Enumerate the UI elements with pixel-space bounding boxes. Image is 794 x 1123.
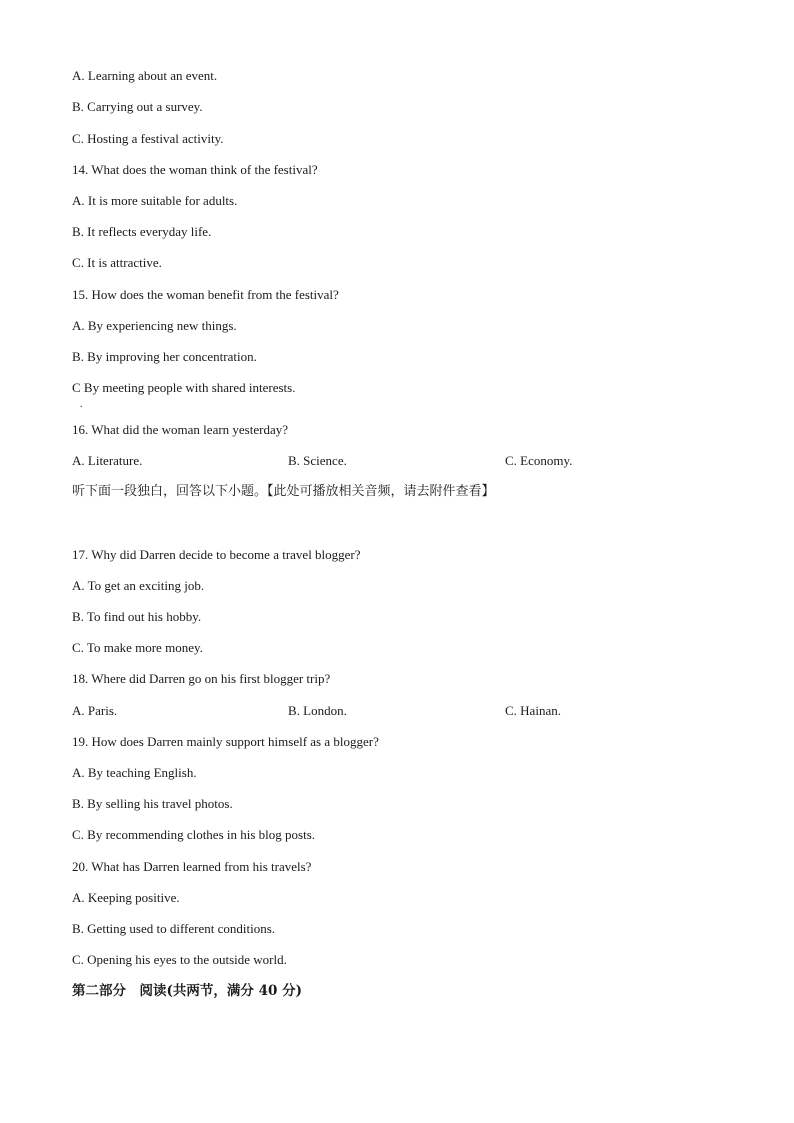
q20-option-a: A. Keeping positive. — [72, 890, 180, 905]
q17-question: 17. Why did Darren decide to become a travel blogger? — [72, 547, 361, 562]
q15-option-b: B. By improving her concentration. — [72, 349, 257, 364]
q18-option-c: C. Hainan. — [505, 703, 561, 718]
q13-option-b: B. Carrying out a survey. — [72, 99, 203, 114]
q15-stray-dot: . — [80, 399, 83, 410]
q20-option-b: B. Getting used to different conditions. — [72, 921, 276, 936]
q16-option-c: C. Economy. — [505, 453, 573, 468]
q16-option-b: B. Science. — [288, 453, 347, 468]
q14-option-a: A. It is more suitable for adults. — [72, 193, 238, 208]
q15-question: 15. How does the woman benefit from the festival? — [72, 287, 339, 302]
q14-option-c: C. It is attractive. — [72, 255, 162, 270]
q17-option-c: C. To make more money. — [72, 640, 203, 655]
q20-option-c: C. Opening his eyes to the outside world. — [72, 952, 287, 967]
monologue-instruction: 听下面一段独白，回答以下小题。【此处可播放相关音频，请去附件查看】 — [72, 484, 495, 499]
q16-option-a: A. Literature. — [72, 453, 143, 468]
q18-option-b: B. London. — [288, 703, 347, 718]
q18-question: 18. Where did Darren go on his first blogger trip? — [72, 671, 331, 686]
q15-option-a: A. By experiencing new things. — [72, 318, 237, 333]
q13-option-c: C. Hosting a festival activity. — [72, 131, 224, 146]
q19-option-c: C. By recommending clothes in his blog posts. — [72, 827, 316, 842]
q19-question: 19. How does Darren mainly support himself as a blogger? — [72, 734, 379, 749]
q19-option-b: B. By selling his travel photos. — [72, 796, 233, 811]
q19-option-a: A. By teaching English. — [72, 765, 197, 780]
q20-question: 20. What has Darren learned from his travels? — [72, 859, 312, 874]
q15-option-c: C By meeting people with shared interests. — [72, 380, 296, 395]
q14-option-b: B. It reflects everyday life. — [72, 224, 212, 239]
q18-option-a: A. Paris. — [72, 703, 118, 718]
q14-question: 14. What does the woman think of the festival? — [72, 162, 318, 177]
q17-option-b: B. To find out his hobby. — [72, 609, 202, 624]
q16-question: 16. What did the woman learn yesterday? — [72, 422, 288, 437]
q13-option-a: A. Learning about an event. — [72, 68, 218, 83]
section-heading: 第二部分 阅读(共两节，满分 40 分) — [72, 983, 302, 999]
q17-option-a: A. To get an exciting job. — [72, 578, 205, 593]
